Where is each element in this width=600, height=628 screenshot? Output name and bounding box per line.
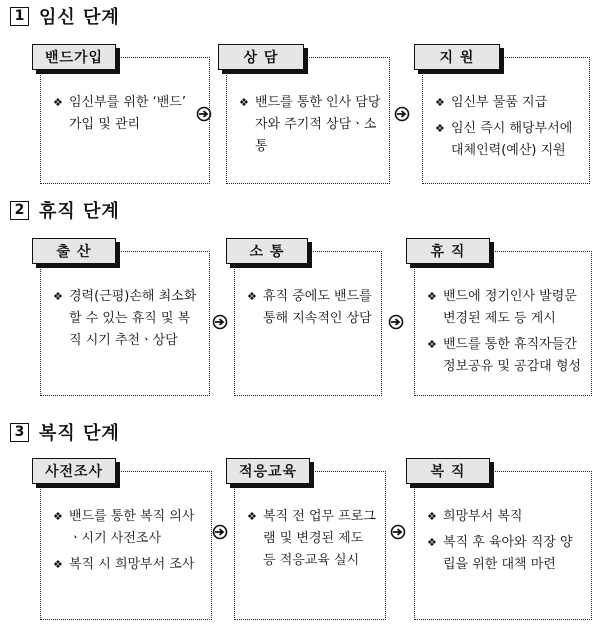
card-label: 소 통: [226, 238, 308, 264]
card-consult: [218, 44, 390, 184]
arrow-circle-right-icon: [394, 106, 410, 122]
diamond-bullet-icon: ❖: [427, 338, 437, 351]
stage-heading: [10, 4, 120, 28]
diamond-bullet-icon: ❖: [53, 290, 63, 303]
card-survey: [32, 458, 212, 620]
card-label: 밴드가입: [32, 44, 116, 70]
stage-title: 휴직 단계: [39, 201, 120, 222]
card-body: [414, 471, 592, 620]
card-body: [422, 57, 590, 184]
stage-number-box: 1: [10, 7, 29, 26]
arrow-circle-right-icon: [390, 524, 406, 540]
bullet-item: ❖ 밴드에 정기인사 발령문 변경된 제도 등 게시: [427, 286, 583, 330]
stage-heading: [10, 420, 120, 444]
stage-number-box: 2: [10, 201, 29, 220]
diamond-bullet-icon: ❖: [53, 510, 63, 523]
diamond-bullet-icon: ❖: [427, 290, 437, 303]
bullet-item: ❖ 희망부서 복직: [427, 506, 583, 528]
stage-3: [0, 420, 600, 625]
bullet-item: ❖ 임신부를 위한 ‘밴드’ 가입 및 관리: [53, 92, 201, 136]
card-body: [40, 251, 210, 396]
card-birth: [32, 238, 210, 396]
bullet-item: ❖ 임신부 물품 지급: [435, 92, 581, 114]
card-body: [414, 251, 592, 396]
diamond-bullet-icon: ❖: [239, 96, 249, 109]
card-label: 적응교육: [226, 458, 310, 484]
diamond-bullet-icon: ❖: [247, 290, 257, 303]
diamond-bullet-icon: ❖: [427, 536, 437, 549]
arrow-circle-right-icon: [212, 314, 228, 330]
diamond-bullet-icon: ❖: [435, 122, 445, 135]
card-return: [406, 458, 592, 620]
card-adaptation: [226, 458, 386, 620]
stage-1: [0, 4, 600, 194]
bullet-item: ❖ 밴드를 통한 인사 담당자와 주기적 상담ㆍ소통: [239, 92, 381, 158]
card-body: [226, 57, 390, 184]
bullet-item: ❖ 복직 후 육아와 직장 양립을 위한 대책 마련: [427, 532, 583, 576]
card-support: [414, 44, 590, 184]
stage-heading: [10, 198, 120, 222]
bullet-item: ❖ 복직 시 희망부서 조사: [53, 554, 203, 576]
arrow-circle-right-icon: [388, 314, 404, 330]
diamond-bullet-icon: ❖: [427, 510, 437, 523]
card-label: 출 산: [32, 238, 116, 264]
card-body: [40, 57, 210, 184]
bullet-item: ❖ 경력(근평)손해 최소화할 수 있는 휴직 및 복직 시기 추천ㆍ상담: [53, 286, 201, 352]
card-label: 상 담: [218, 44, 304, 70]
card-label: 사전조사: [32, 458, 116, 484]
bullet-item: ❖ 임신 즉시 해당부서에 대체인력(예산) 지원: [435, 118, 581, 162]
card-body: [234, 471, 386, 620]
card-communication: [226, 238, 382, 396]
stage-title: 복직 단계: [39, 423, 120, 444]
diamond-bullet-icon: ❖: [435, 96, 445, 109]
card-leave: [406, 238, 592, 396]
arrow-circle-right-icon: [196, 106, 212, 122]
arrow-circle-right-icon: [212, 524, 228, 540]
bullet-item: ❖ 밴드를 통한 휴직자들간 정보공유 및 공감대 형성: [427, 334, 583, 378]
stage-2: [0, 198, 600, 408]
card-band-signup: [32, 44, 210, 184]
card-label: 휴 직: [406, 238, 490, 264]
bullet-item: ❖ 휴직 중에도 밴드를 통해 지속적인 상담: [247, 286, 373, 330]
stage-number-box: 3: [10, 423, 29, 442]
card-label: 복 직: [406, 458, 490, 484]
card-label: 지 원: [414, 44, 500, 70]
diamond-bullet-icon: ❖: [53, 96, 63, 109]
bullet-item: ❖ 밴드를 통한 복직 의사ㆍ시기 사전조사: [53, 506, 203, 550]
card-body: [40, 471, 212, 620]
diamond-bullet-icon: ❖: [247, 510, 257, 523]
card-body: [234, 251, 382, 396]
diamond-bullet-icon: ❖: [53, 558, 63, 571]
stage-title: 임신 단계: [39, 7, 120, 28]
bullet-item: ❖ 복직 전 업무 프로그램 및 변경된 제도 등 적응교육 실시: [247, 506, 377, 572]
